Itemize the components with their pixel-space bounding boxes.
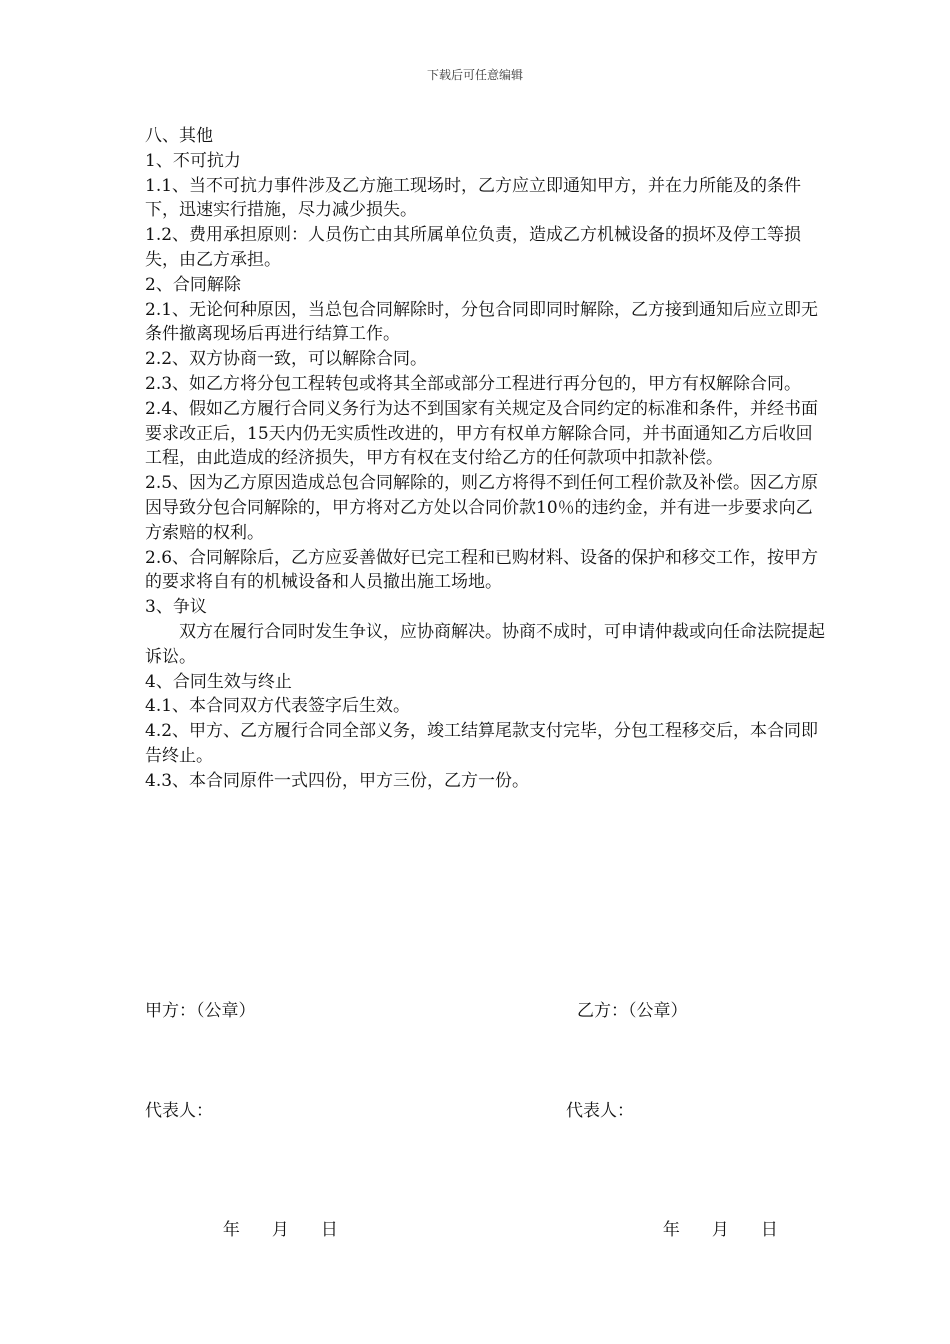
paragraph: 4.2、甲方、乙方履行合同全部义务，竣工结算尾款支付完毕，分包工程移交后，本合同即告终止。 — [145, 721, 819, 766]
date-year: 年 — [662, 1220, 680, 1240]
date-day: 日 — [320, 1220, 338, 1240]
party-a-date — [212, 1195, 338, 1240]
paragraph: 1、不可抗力 — [145, 150, 241, 171]
paragraph: 3、争议 — [145, 597, 207, 618]
paragraph: 2.1、无论何种原因，当总包合同解除时，分包合同即同时解除，乙方接到通知后应立即无条件撤离现场后再进行结算工作。 — [145, 299, 819, 345]
date-year: 年 — [222, 1220, 240, 1240]
paragraph: 4、合同生效与终止 — [145, 671, 292, 692]
party-b-date — [652, 1195, 778, 1240]
date-month: 月 — [711, 1220, 729, 1240]
page-header: 下载后可任意编辑 — [426, 68, 523, 82]
paragraph: 4.3、本合同原件一式四份，甲方三份，乙方一份。 — [145, 770, 530, 791]
paragraph: 1.1、当不可抗力事件涉及乙方施工现场时，乙方应立即通知甲方，并在力所能及的条件下，迅速实行措施，尽力减少损失。 — [145, 175, 802, 221]
party-b-representative: 代表人： — [566, 1101, 634, 1121]
paragraph: 2.5、因为乙方原因造成总包合同解除的，则乙方将得不到任何工程价款及补偿。因乙方原因导致分包合同解除的，甲方将对乙方处以合同价款10％的违约金，并有进一步要求向乙方索赔的权利。 — [145, 473, 819, 543]
contract-body — [145, 124, 825, 794]
paragraph: 2.3、如乙方将分包工程转包或将其全部或部分工程进行再分包的，甲方有权解除合同。 — [145, 373, 802, 394]
paragraph: 2.6、合同解除后，乙方应妥善做好已完工程和已购材料、设备的保护和移交工作，按甲方的要求将自有的机械设备和人员撤出施工场地。 — [145, 547, 819, 593]
paragraph: 1.2、费用承担原则：人员伤亡由其所属单位负责，造成乙方机械设备的损坏及停工等损失，由乙方承担。 — [145, 225, 802, 270]
dispute-paragraph: 双方在履行合同时发生争议，应协商解决。协商不成时，可申请仲裁或向任命法院提起诉讼。 — [145, 621, 825, 667]
party-a-seal: 甲方：（公章） — [145, 1001, 256, 1021]
date-day: 日 — [760, 1220, 778, 1240]
paragraph: 2、合同解除 — [145, 274, 241, 295]
paragraph: 2.4、假如乙方履行合同义务行为达不到国家有关规定及合同约定的标准和条件，并经书面要求改正后，15天内仍无实质性改进的，甲方有权单方解除合同，并书面通知乙方后收回工程，由此造成的经济损失，甲方有权在支付给乙方的任何款项中扣款补偿。 — [145, 398, 819, 469]
paragraph: 2.2、双方协商一致，可以解除合同。 — [145, 349, 428, 370]
party-a-representative: 代表人： — [145, 1101, 213, 1121]
date-month: 月 — [271, 1220, 289, 1240]
paragraph: 4.1、本合同双方代表签字后生效。 — [145, 696, 411, 717]
section-title: 八、其他 — [145, 126, 213, 146]
party-b-seal: 乙方：（公章） — [577, 1001, 688, 1021]
